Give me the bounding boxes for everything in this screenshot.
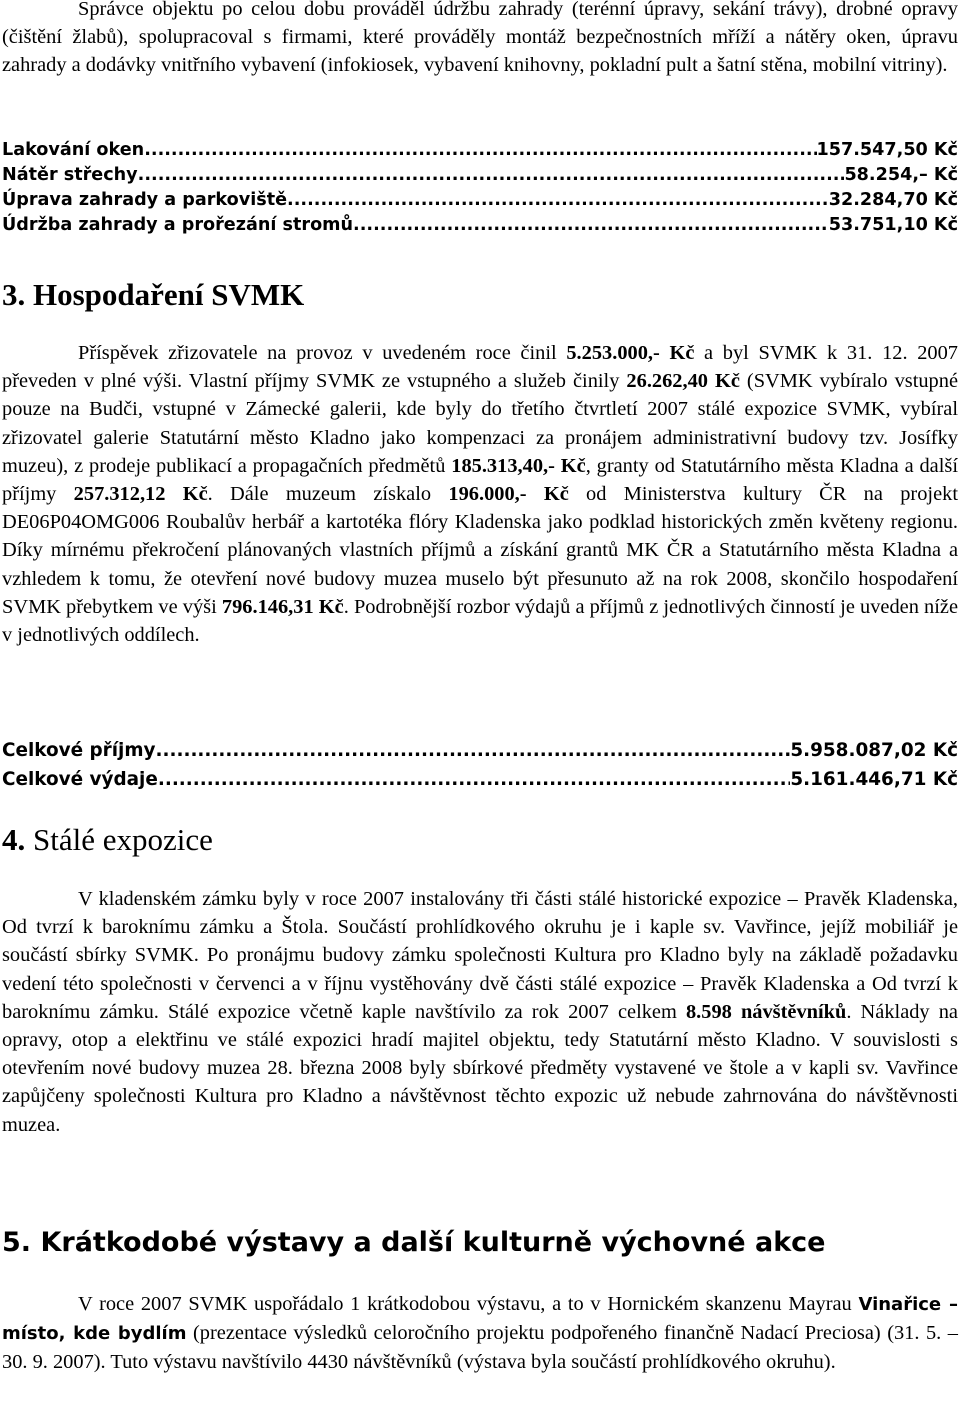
text-run: Příspěvek zřizovatele na provoz v uvedeném roce činil: [78, 342, 567, 364]
text-run: V kladenském zámku byly v roce 2007 instalovány tři části stálé historické expozice – Pravěk Kladenska, Od tvrzí k baroknímu zámku a Štola. Součástí prohlídkového okruhu je i kaple sv. Vavřince, jejíž mobiliář je součástí sbírky SVMK. Po pronájmu budovy zámku společnosti Kultura pro Kladno byly na základě požadavku vedení této společnosti v červenci a v říjnu vystěhovány dvě části stálé expozice – Pravěk Kladenska a Od tvrzí k baroknímu zámku. Stálé expozice včetně kaple navštívilo za rok 2007 celkem: [2, 888, 958, 1023]
cost-list: [2, 140, 958, 240]
cost-row: [2, 140, 958, 165]
cost-label: Údržba zahrady a prořezání stromů: [2, 215, 354, 235]
dot-leader: [138, 165, 845, 185]
cost-value: 157.547,50 Kč: [816, 140, 958, 160]
amount-surplus: 796.146,31 Kč: [221, 595, 344, 618]
text-run: , granty od Statutárního města Kladna a další příjmy: [2, 454, 959, 506]
cost-row: [2, 215, 958, 240]
amount-own-income: 26.262,40 Kč: [626, 370, 740, 393]
section-3-body: [2, 339, 958, 649]
amount-contribution: 5.253.000,- Kč: [566, 342, 695, 364]
section-4-paragraph: [2, 885, 958, 1139]
text-run: . Náklady na opravy, otop a elektřinu ve stálé expozici hradí majitel objektu, tedy Statutární město Kladno. V souvislosti s otevřením nové budovy muzea 28. března 2008 byly sbírkové předměty vystavené ve štole a v kapli sv. Vavřince zapůjčeny společnosti Kultura pro Kladno a návštěvnost těchto expozic už nebude zahrnována do návštěvnosti muzea.: [2, 1000, 958, 1136]
section-number: 4.: [2, 822, 26, 857]
cost-label: Lakování oken: [2, 140, 145, 160]
text-run: (prezentace výsledků celoročního projektu podpořeného finančně Nadací Preciosa) (31. 5. – 30. 9. 2007). Tuto výstavu navštívilo 4430 návštěvníků (výstava byla součástí prohlídkového okruhu).: [2, 1322, 958, 1374]
exhibition-title: Vinařice – místo, kde bydlím: [2, 1294, 959, 1345]
section-5-heading: [2, 1227, 825, 1258]
visitor-count: 8.598 návštěvníků: [685, 1000, 847, 1023]
section-4-heading: [2, 822, 213, 858]
dot-leader: [158, 769, 790, 790]
section-title: Stálé expozice: [33, 822, 213, 857]
cost-label: Nátěr střechy: [2, 165, 138, 185]
intro-paragraph: Správce objektu po celou dobu prováděl údržbu zahrady (terénní úpravy, sekání trávy), drobné opravy (čištění žlabů), spolupracoval s firmami, které prováděly montáž bezpečnostních mříží a nátěry oken, úpravu zahrady a dodávky vnitřního vybavení (infokiosek, vybavení knihovny, pokladní pult a šatní stěna, mobilní vitriny).: [2, 0, 958, 77]
total-row: [2, 740, 958, 769]
section-5-body: [2, 1290, 958, 1377]
text-run: V roce 2007 SVMK uspořádalo 1 krátkodobou výstavu, a to v Hornickém skanzenu Mayrau: [78, 1293, 859, 1315]
text-run: . Dále muzeum získalo: [207, 483, 449, 506]
section-5-paragraph: [2, 1290, 958, 1377]
cost-row: [2, 165, 958, 190]
cost-value: 58.254,– Kč: [844, 165, 958, 185]
total-label: Celkové příjmy: [2, 740, 156, 761]
section-number: 3.: [2, 277, 26, 312]
section-number: 5.: [2, 1227, 32, 1258]
dot-leader: [156, 740, 791, 761]
amount-ministry: 196.000,- Kč: [448, 483, 569, 506]
dot-leader: [144, 140, 816, 160]
section-3-paragraph: [2, 339, 958, 649]
total-row: [2, 769, 958, 798]
section-3-heading: [2, 277, 304, 313]
dot-leader: [353, 215, 829, 235]
section-title: Hospodaření SVMK: [33, 277, 305, 312]
text-run: a byl SVMK k 31. 12. 2007 převeden v plné výši. Vlastní příjmy SVMK ze vstupného a služeb činily: [2, 342, 958, 393]
section-4-body: [2, 885, 958, 1139]
cost-value: 53.751,10 Kč: [828, 215, 958, 235]
total-label: Celkové výdaje: [2, 769, 158, 790]
text-run: (SVMK vybíralo vstupné pouze na Budči, vstupné v Zámecké galerii, kde byly do třetího čtvrtletí 2007 stálé expozice SVMK, vybíral zřizovatel galerie Statutární město Kladno jako kompenzaci za pronájem administrativní budovy tzv. Josífky muzeu), z prodeje publikací a propagačních předmětů: [2, 370, 958, 477]
dot-leader: [287, 190, 829, 210]
cost-row: [2, 190, 958, 215]
cost-value: 32.284,70 Kč: [828, 190, 958, 210]
amount-grants: 257.312,12 Kč: [73, 483, 208, 506]
totals-list: [2, 740, 958, 798]
total-value: 5.161.446,71 Kč: [790, 769, 958, 790]
amount-sales: 185.313,40,- Kč: [451, 454, 586, 477]
section-title: Krátkodobé výstavy a další kulturně výchovné akce: [40, 1227, 826, 1258]
total-value: 5.958.087,02 Kč: [790, 740, 958, 761]
cost-label: Úprava zahrady a parkoviště: [2, 190, 288, 210]
text-run: od Ministerstva kultury ČR na projekt DE06P04OMG006 Roubalův herbář a kartotéka flóry Kladenska jako podklad historických změn květeny regionu. Díky mírnému překročení plánovaných vlastních příjmů a získání grantů MK ČR a Statutárního města Kladna a vzhledem k tomu, že otevření nové budovy muzea muselo být přesunuto až na rok 2008, skončilo hospodaření SVMK přebytkem ve výši: [2, 483, 958, 618]
text-run: . Podrobnější rozbor výdajů a příjmů z jednotlivých činností je uveden níže v jednotlivých oddílech.: [2, 595, 958, 647]
